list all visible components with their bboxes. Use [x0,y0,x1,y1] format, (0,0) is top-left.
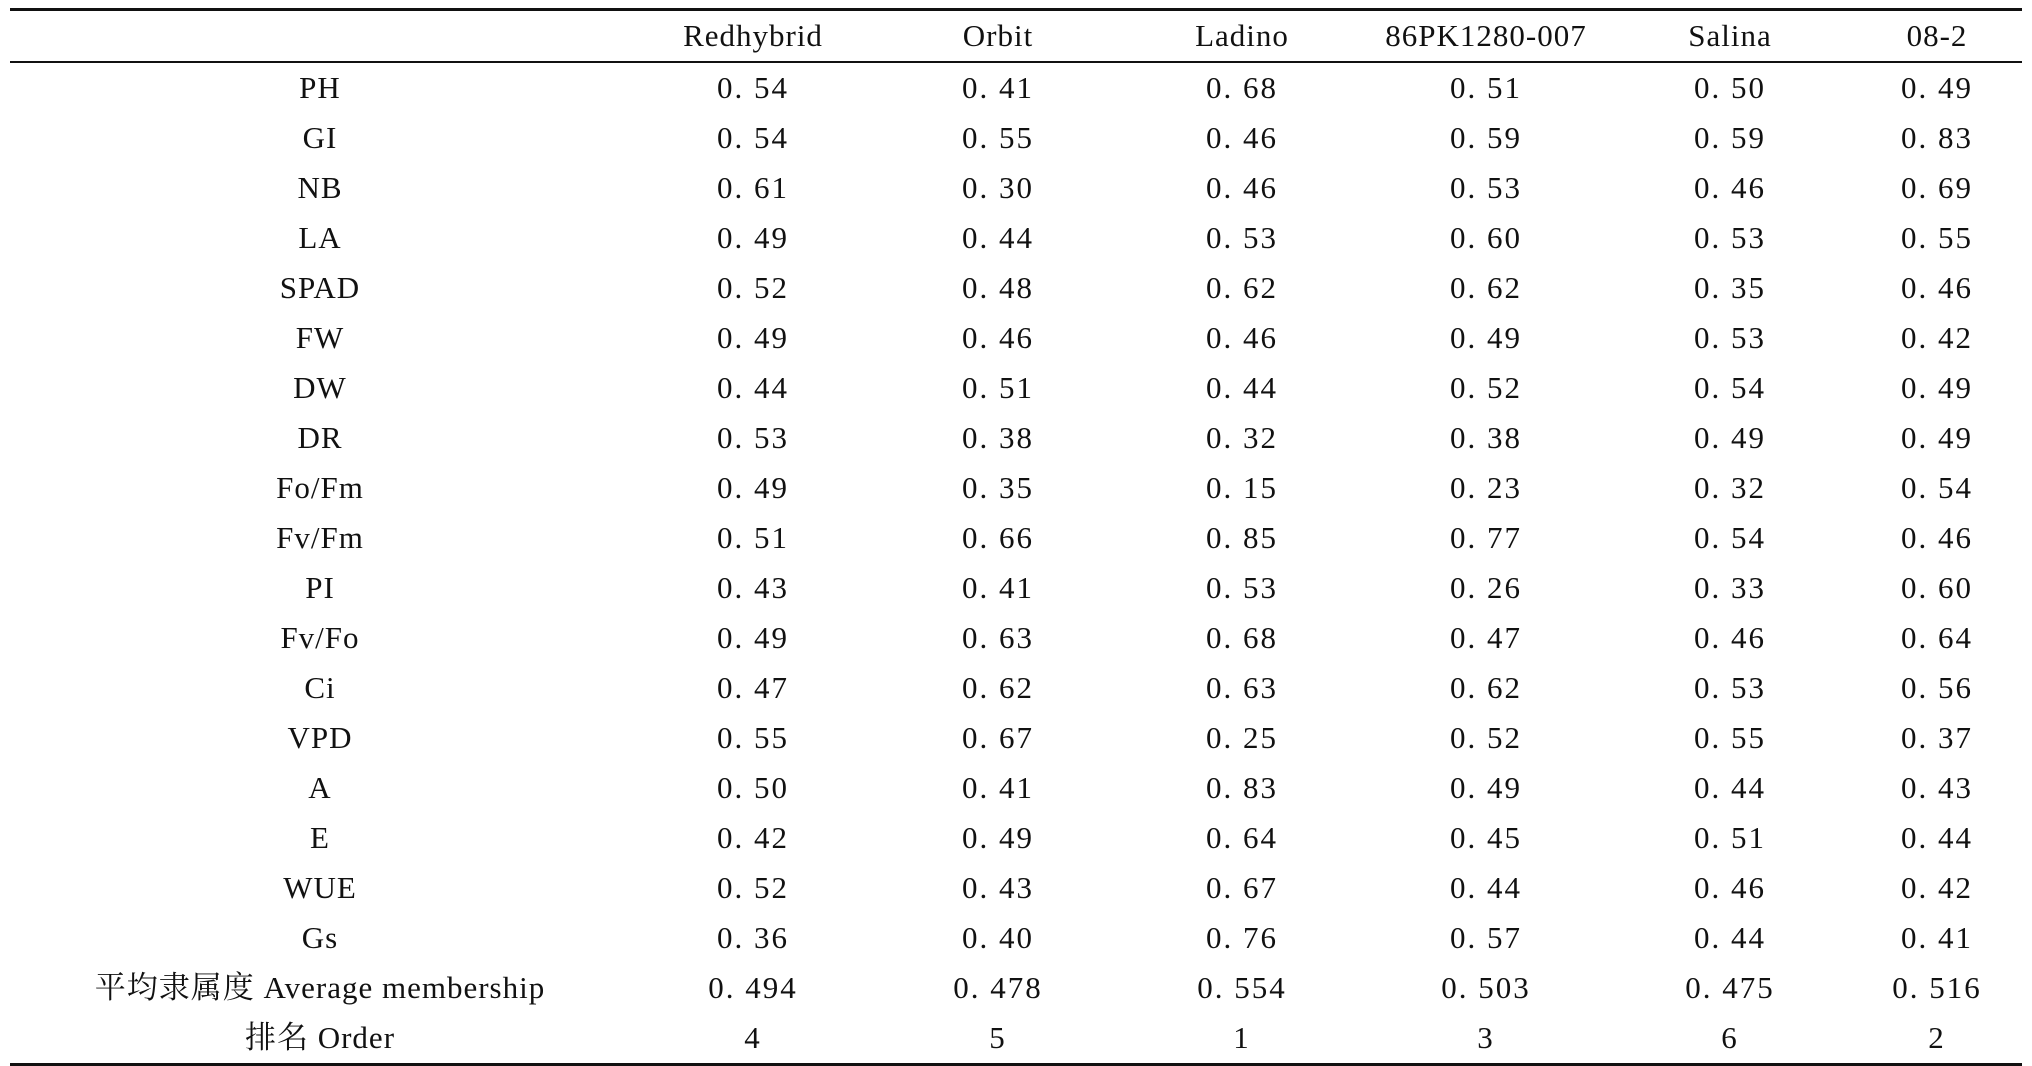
membership-table-container [10,8,2022,1066]
header-cell-salina: Salina [1688,18,1772,53]
cell-ladino: 0. 53 [1206,220,1278,255]
cell-salina: 6 [1721,1020,1739,1055]
row-label: PI [305,570,335,605]
cell-ladino: 0. 25 [1206,720,1278,755]
cell-08-2: 0. 41 [1901,920,1973,955]
row-label: Fo/Fm [276,470,364,505]
cell-86pk1280-007: 0. 38 [1450,420,1522,455]
cell-ladino: 0. 32 [1206,420,1278,455]
cell-08-2: 0. 46 [1901,520,1973,555]
cell-86pk1280-007: 0. 52 [1450,370,1522,405]
cell-86pk1280-007: 3 [1477,1020,1495,1055]
row-label: SPAD [279,270,361,305]
cell-salina: 0. 46 [1694,170,1766,205]
cell-orbit: 0. 30 [962,170,1034,205]
table-row [10,62,2022,113]
cell-orbit: 0. 44 [962,220,1034,255]
cell-orbit: 0. 48 [962,270,1034,305]
cell-redhybrid: 0. 55 [717,720,789,755]
row-label: Fv/Fm [276,520,364,555]
cell-ladino: 0. 46 [1206,170,1278,205]
cell-ladino: 0. 76 [1206,920,1278,955]
cell-orbit: 0. 43 [962,870,1034,905]
cell-08-2: 0. 43 [1901,770,1973,805]
cell-86pk1280-007: 0. 45 [1450,820,1522,855]
table-row [10,663,2022,713]
cell-ladino: 0. 62 [1206,270,1278,305]
cell-redhybrid: 0. 49 [717,320,789,355]
cell-salina: 0. 54 [1694,520,1766,555]
row-label: NB [297,170,343,205]
table-row [10,563,2022,613]
cell-08-2: 0. 56 [1901,670,1973,705]
cell-08-2: 0. 55 [1901,220,1973,255]
cell-salina: 0. 44 [1694,770,1766,805]
cell-86pk1280-007: 0. 44 [1450,870,1522,905]
cell-86pk1280-007: 0. 49 [1450,320,1522,355]
cell-08-2: 2 [1928,1020,1946,1055]
cell-redhybrid: 0. 54 [717,120,789,155]
cell-ladino: 0. 68 [1206,70,1278,105]
cell-86pk1280-007: 0. 62 [1450,270,1522,305]
cell-salina: 0. 53 [1694,670,1766,705]
cell-08-2: 0. 49 [1901,420,1973,455]
cell-ladino: 0. 83 [1206,770,1278,805]
cell-orbit: 0. 49 [962,820,1034,855]
cell-redhybrid: 0. 44 [717,370,789,405]
cell-orbit: 0. 478 [953,970,1043,1005]
cell-orbit: 0. 63 [962,620,1034,655]
table-row [10,713,2022,763]
cell-ladino: 0. 554 [1197,970,1287,1005]
table-row [10,263,2022,313]
header-row [10,10,2022,63]
cell-salina: 0. 53 [1694,320,1766,355]
cell-86pk1280-007: 0. 47 [1450,620,1522,655]
cell-salina: 0. 50 [1694,70,1766,105]
row-label: Gs [301,920,339,955]
cell-salina: 0. 44 [1694,920,1766,955]
cell-86pk1280-007: 0. 23 [1450,470,1522,505]
cell-salina: 0. 46 [1694,620,1766,655]
table-row [10,513,2022,563]
cell-08-2: 0. 83 [1901,120,1973,155]
cell-redhybrid: 0. 53 [717,420,789,455]
cell-salina: 0. 54 [1694,370,1766,405]
table-body [10,62,2022,1065]
cell-salina: 0. 59 [1694,120,1766,155]
cell-redhybrid: 0. 42 [717,820,789,855]
cell-08-2: 0. 516 [1892,970,1982,1005]
cell-redhybrid: 0. 61 [717,170,789,205]
cell-86pk1280-007: 0. 52 [1450,720,1522,755]
cell-ladino: 0. 85 [1206,520,1278,555]
cell-redhybrid: 0. 49 [717,220,789,255]
membership-table [10,8,2022,1066]
cell-08-2: 0. 54 [1901,470,1973,505]
cell-08-2: 0. 37 [1901,720,1973,755]
cell-redhybrid: 0. 52 [717,870,789,905]
cell-ladino: 0. 46 [1206,120,1278,155]
cell-ladino: 0. 44 [1206,370,1278,405]
cell-orbit: 0. 46 [962,320,1034,355]
cell-86pk1280-007: 0. 57 [1450,920,1522,955]
cell-ladino: 0. 53 [1206,570,1278,605]
cell-86pk1280-007: 0. 77 [1450,520,1522,555]
cell-redhybrid: 0. 50 [717,770,789,805]
cell-86pk1280-007: 0. 62 [1450,670,1522,705]
cell-salina: 0. 35 [1694,270,1766,305]
cell-redhybrid: 0. 49 [717,620,789,655]
row-label: VPD [287,720,353,755]
table-row [10,763,2022,813]
cell-orbit: 0. 41 [962,70,1034,105]
cell-salina: 0. 49 [1694,420,1766,455]
table-row [10,413,2022,463]
cell-ladino: 0. 63 [1206,670,1278,705]
cell-08-2: 0. 46 [1901,270,1973,305]
row-label: GI [302,120,338,155]
row-label: Fv/Fo [280,620,360,655]
cell-salina: 0. 51 [1694,820,1766,855]
cell-orbit: 0. 66 [962,520,1034,555]
row-label: PH [299,70,341,105]
row-label: FW [295,320,345,355]
row-label: DW [293,370,347,405]
row-label: 平均隶属度 Average membership [94,970,546,1005]
row-label: WUE [283,870,357,905]
table-row [10,863,2022,913]
cell-redhybrid: 0. 54 [717,70,789,105]
table-header [10,10,2022,63]
row-label: E [310,820,330,855]
header-cell-empty [10,10,630,63]
cell-salina: 0. 46 [1694,870,1766,905]
cell-86pk1280-007: 0. 49 [1450,770,1522,805]
cell-salina: 0. 55 [1694,720,1766,755]
row-label: A [308,770,332,805]
table-row [10,463,2022,513]
row-label: LA [298,220,342,255]
cell-redhybrid: 0. 49 [717,470,789,505]
cell-08-2: 0. 69 [1901,170,1973,205]
cell-ladino: 0. 67 [1206,870,1278,905]
cell-redhybrid: 0. 52 [717,270,789,305]
cell-redhybrid: 0. 494 [708,970,798,1005]
cell-86pk1280-007: 0. 59 [1450,120,1522,155]
row-label: DR [297,420,343,455]
table-row [10,963,2022,1013]
table-row [10,313,2022,363]
cell-ladino: 0. 68 [1206,620,1278,655]
table-row [10,813,2022,863]
cell-orbit: 0. 35 [962,470,1034,505]
table-row [10,113,2022,163]
header-cell-ladino: Ladino [1195,18,1289,53]
cell-08-2: 0. 42 [1901,870,1973,905]
table-row [10,163,2022,213]
cell-orbit: 5 [989,1020,1007,1055]
cell-salina: 0. 475 [1685,970,1775,1005]
cell-orbit: 0. 41 [962,570,1034,605]
cell-salina: 0. 32 [1694,470,1766,505]
row-label: 排名 Order [244,1020,396,1055]
cell-ladino: 0. 46 [1206,320,1278,355]
table-row [10,363,2022,413]
cell-86pk1280-007: 0. 51 [1450,70,1522,105]
header-cell-redhybrid: Redhybrid [683,18,823,53]
cell-redhybrid: 0. 36 [717,920,789,955]
table-row [10,613,2022,663]
cell-86pk1280-007: 0. 26 [1450,570,1522,605]
cell-orbit: 0. 40 [962,920,1034,955]
cell-08-2: 0. 60 [1901,570,1973,605]
cell-salina: 0. 33 [1694,570,1766,605]
row-label: Ci [304,670,336,705]
cell-salina: 0. 53 [1694,220,1766,255]
header-cell-08-2: 08-2 [1906,18,1968,53]
cell-orbit: 0. 41 [962,770,1034,805]
table-row [10,213,2022,263]
header-cell-86pk1280-007: 86PK1280-007 [1385,18,1587,53]
cell-ladino: 1 [1233,1020,1251,1055]
cell-08-2: 0. 49 [1901,70,1973,105]
cell-08-2: 0. 49 [1901,370,1973,405]
header-cell-orbit: Orbit [962,18,1034,53]
cell-ladino: 0. 64 [1206,820,1278,855]
cell-ladino: 0. 15 [1206,470,1278,505]
cell-orbit: 0. 62 [962,670,1034,705]
cell-86pk1280-007: 0. 60 [1450,220,1522,255]
cell-redhybrid: 0. 47 [717,670,789,705]
cell-08-2: 0. 64 [1901,620,1973,655]
cell-orbit: 0. 55 [962,120,1034,155]
cell-08-2: 0. 44 [1901,820,1973,855]
cell-redhybrid: 0. 43 [717,570,789,605]
cell-orbit: 0. 67 [962,720,1034,755]
cell-redhybrid: 0. 51 [717,520,789,555]
cell-86pk1280-007: 0. 53 [1450,170,1522,205]
cell-08-2: 0. 42 [1901,320,1973,355]
cell-86pk1280-007: 0. 503 [1441,970,1531,1005]
cell-redhybrid: 4 [744,1020,762,1055]
table-row [10,1013,2022,1065]
cell-orbit: 0. 38 [962,420,1034,455]
cell-orbit: 0. 51 [962,370,1034,405]
table-row [10,913,2022,963]
